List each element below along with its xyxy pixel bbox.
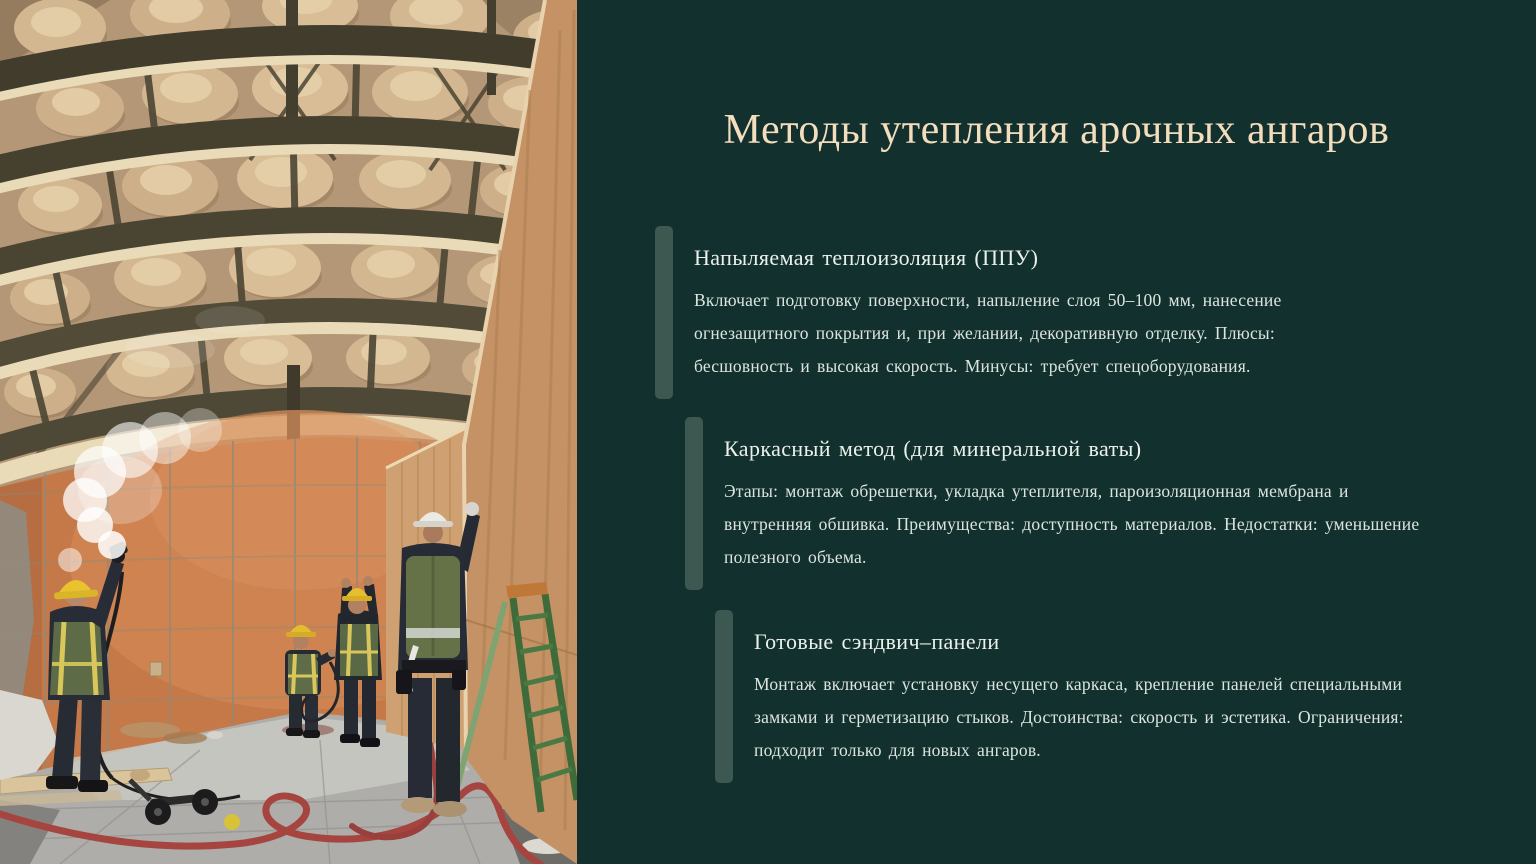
- method-block-frame-method: [685, 417, 1442, 590]
- accent-bar: [685, 417, 703, 590]
- wall-outlet-box: [150, 662, 162, 676]
- method-body: Этапы: монтаж обрешетки, укладка утеплителя, пароизоляционная мембрана и внутренняя обшивка. Преимущества: доступность материалов. Недостатки: уменьшение полезного объема.: [724, 481, 1420, 567]
- roof-vertical-beam: [286, 0, 298, 132]
- method-body: Включает подготовку поверхности, напыление слоя 50–100 мм, нанесение огнезащитного покрытия и, при желании, декоративную отделку. Плюсы: бесшовность и высокая скорость. Минусы: требует спецоборудования.: [694, 290, 1282, 376]
- slide-content: [577, 0, 1536, 864]
- method-heading: Каркасный метод (для минеральной ваты): [724, 436, 1142, 461]
- slide-title: Методы утепления арочных ангаров: [723, 107, 1390, 154]
- safety-vest: [340, 624, 378, 676]
- method-heading: Напыляемая теплоизоляция (ППУ): [694, 245, 1039, 270]
- method-heading: Готовые сэндвич–панели: [754, 629, 1000, 654]
- hangar-photo-illustration: [0, 0, 577, 864]
- hangar-photo: [0, 0, 577, 864]
- yellow-knob: [224, 814, 240, 830]
- method-block-spray-insulation: [655, 226, 1364, 399]
- accent-bar: [715, 610, 733, 783]
- method-block-sandwich-panels: [715, 610, 1439, 783]
- accent-bar: [655, 226, 673, 399]
- method-body: Монтаж включает установку несущего каркаса, крепление панелей специальными замками и герметизацию стыков. Достоинства: скорость и эстетика. Ограничения: подходит только для новых ангаров.: [754, 674, 1404, 760]
